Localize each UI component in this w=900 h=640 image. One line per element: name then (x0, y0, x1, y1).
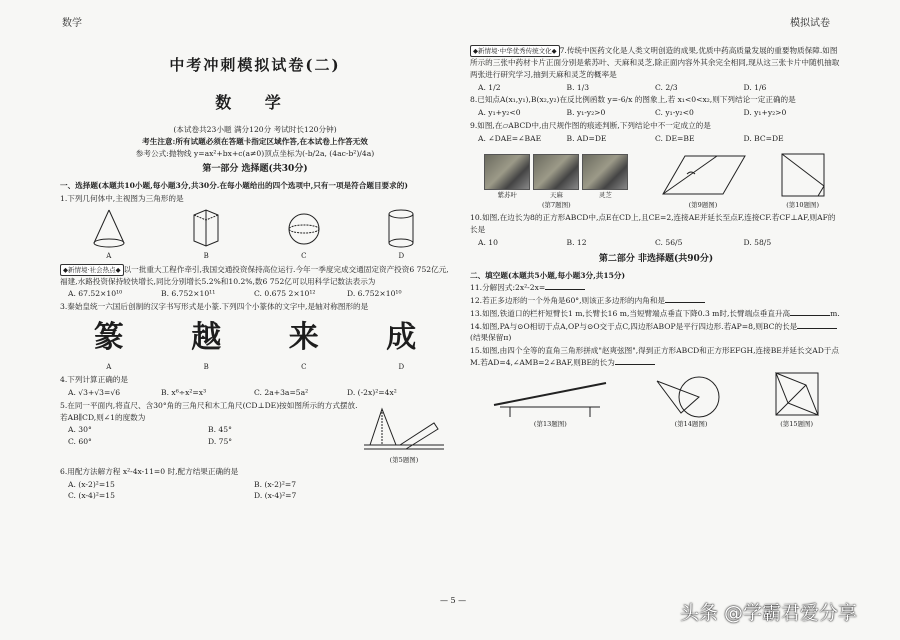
q7-option-d: D. 1/6 (743, 82, 767, 92)
q9-option-d: D. BC=DE (743, 133, 784, 143)
q2-option-a: A. 67.52×10¹⁰ (68, 289, 123, 299)
question-1: 1.下列几何体中,主视图为三角形的是 (60, 194, 184, 204)
left-column (60, 44, 450, 502)
question-5: 5.在同一平面内,将直尺、含30°角的三角尺和木工角尺(CD⊥DE)按如图所示的方式摆放.若AB∥CD,则∠1的度数为 (60, 400, 358, 422)
sphere-figure (284, 207, 324, 262)
q10-option-b: B. 12 (566, 237, 587, 247)
q2-options (60, 288, 450, 300)
page-number: — 5 — (440, 596, 467, 605)
question-14: 14.如图,PA与⊙O相切于点A,OP与⊙O交于点C,四边形ABOP是平行四边形.若AP=8,则BC的长是(结果保留π) (470, 321, 842, 345)
question-2 (60, 264, 450, 288)
seal-char-c: 来 C (288, 320, 319, 371)
question-4: 4.下列计算正确的是 (60, 375, 128, 385)
q2-option-c: C. 0.675 2×10¹² (254, 289, 316, 299)
header-subject: 数学 (62, 18, 82, 29)
q4-option-c: C. 2a+3a=5a² (254, 388, 309, 398)
q6-option-a: A. (x-2)²=15 (68, 479, 115, 489)
q1-label-c: C (301, 251, 307, 260)
question-6: 6.用配方法解方程 x²-4x-11=0 时,配方结果正确的是 (60, 466, 239, 476)
q7-option-c: C. 2/3 (655, 82, 678, 92)
q5-options-row2 (60, 436, 358, 448)
q4-options (60, 387, 450, 399)
q7-figure: 紫苏叶 天麻 灵芝 (第7题图) (484, 154, 628, 210)
figures-7-9-10 (470, 146, 842, 210)
part1-heading: 第一部分 选择题(共30分) (202, 164, 308, 175)
right-column (470, 44, 842, 431)
question-9: 9.如图,在▱ABCD中,由尺规作图的痕迹判断,下列结论中不一定成立的是 (470, 120, 711, 130)
q4-option-d: D. (-2x)²=4x² (347, 388, 397, 398)
watermark: 头条 @学霸君爱分享 (680, 602, 858, 624)
q3-seal-chars (60, 315, 450, 372)
q5-block (60, 399, 450, 465)
q5-option-a: A. 30° (68, 425, 92, 435)
q7-option-b: B. 1/3 (566, 82, 590, 92)
exam-notice: 考生注意:所有试题必须在答题卡指定区域作答,在本试卷上作答无效 (142, 136, 368, 146)
q7-option-a: A. 1/2 (478, 82, 501, 92)
question-7 (470, 45, 842, 81)
q10-figure (778, 150, 828, 210)
q5-options-row1 (60, 424, 358, 436)
part1-intro: 一、选择题(本题共10小题,每小题3分,共30分.在每小题给出的四个选项中,只有一项是符合题目要求的) (60, 181, 408, 191)
part2-heading: 第二部分 非选择题(共90分) (598, 253, 714, 264)
exam-info: (本试卷共23小题 满分120分 考试时长120分钟) (173, 125, 337, 135)
q9-option-b: B. AD=DE (566, 133, 607, 143)
card-zisuye-photo (484, 154, 530, 190)
q5-caption: (第5题图) (389, 455, 419, 464)
q7-tag: ◆新情境·中华优秀传统文化◆ (470, 45, 560, 57)
q2-tag: ◆新情境·社会热点◆ (60, 264, 124, 276)
q5-option-b: B. 45° (208, 425, 232, 435)
question-12: 12.若正多边形的一个外角是60°,则该正多边形的内角和是 (470, 295, 842, 307)
question-15: 15.如图,由四个全等的直角三角形拼成"赵爽弦图",得到正方形ABCD和正方形EFGH,连接BE并延长交AD于点M.若AD=4,∠AMB=2∠BAF,则BE的长为 (470, 346, 839, 368)
q9-option-a: A. ∠DAE=∠BAE (478, 133, 542, 143)
q15-caption: (第15题图) (780, 419, 814, 428)
question-13: 13.如图,铁道口的栏杆短臂长1 m,长臂长16 m,当短臂端点垂直下降0.3 m时,长臂端点垂直升高 m. (470, 308, 840, 318)
cylinder-figure (381, 207, 421, 262)
q6-option-b: B. (x-2)²=7 (254, 479, 297, 489)
q9-option-c: C. DE=BE (655, 133, 695, 143)
card-tianma-photo (533, 154, 579, 190)
card-lingzhi-photo (582, 154, 628, 190)
q1-label-b: B (203, 251, 209, 260)
q8-option-d: D. y₁+y₂>0 (743, 108, 787, 118)
cone-figure (89, 207, 129, 262)
q14-figure (651, 371, 731, 429)
q6-option-d: D. (x-4)²=7 (254, 491, 297, 501)
q15-figure (772, 371, 822, 429)
q14-caption: (第14题图) (674, 419, 708, 428)
q1-solids (60, 207, 450, 262)
q9-options (470, 133, 842, 145)
part2-intro: 二、填空题(本题共5小题,每小题3分,共15分) (470, 270, 626, 280)
prism-figure (186, 207, 226, 262)
question-3: 3.秦始皇统一六国后创制的汉字书写形式是小篆.下列四个小篆体的文字中,是轴对称图形的是 (60, 302, 369, 312)
q7-caption: (第7题图) (541, 201, 571, 210)
q4-option-b: B. x⁶÷x²=x³ (161, 388, 207, 398)
q13-caption: (第13题图) (533, 419, 567, 428)
q8-option-b: B. y₁-y₂>0 (566, 108, 606, 118)
q8-option-c: C. y₁-y₂<0 (655, 108, 694, 118)
q10-caption: (第10题图) (786, 201, 820, 210)
q8-option-a: A. y₁+y₂<0 (478, 108, 521, 118)
q2-option-b: B. 6.752×10¹¹ (161, 289, 216, 299)
q7-text: 7.传统中医药文化是人类文明创造的成果,优质中药高质量发展的重要物质保障.如图所示的三张中药材卡片正面分别是紫苏叶、天麻和灵芝,除正面内容外其余完全相同,现从这三张卡片中随机抽取两张进行研究学习,抽到天麻和灵芝的概率是 (470, 46, 840, 79)
figures-13-15 (470, 371, 842, 429)
q10-options (470, 237, 842, 249)
q2-option-d: D. 6.752×10¹⁰ (347, 289, 402, 299)
seal-char-b: 越 B (191, 320, 222, 371)
q1-label-d: D (398, 251, 405, 260)
seal-char-a: 篆 A (93, 320, 124, 371)
question-10: 10.如图,在边长为8的正方形ABCD中,点E在CD上,且CE=2,连接AE并延长至点F,连接CF.若CF⊥AF,则AF的长是 (470, 213, 836, 235)
q6-options-row2 (60, 490, 450, 502)
seal-char-d: 成 D (386, 320, 417, 371)
formula: 参考公式:抛物线 y=ax²+bx+c(a≠0)顶点坐标为(-b/2a, (4ac-b²)/4a) (135, 148, 375, 158)
q1-label-a: A (106, 251, 112, 260)
q5-figure (358, 399, 450, 465)
q5-option-c: C. 60° (68, 437, 92, 447)
q9-figure (657, 150, 749, 210)
q2-text: 以一批重大工程作牵引,我国交通投资保持高位运行.今年一季度完成交通固定资产投资6 752亿元,福建,水路投资保持较快增长,同比分别增长5.2%和10.2%,数6 752亿可以用科学记数法表示为 (60, 264, 449, 286)
q8-options (470, 107, 842, 119)
exam-subject: 数 学 (215, 93, 295, 113)
question-11: 11.分解因式:2x²-2x= (470, 282, 842, 294)
question-8: 8.已知点A(x₁,y₁),B(x₂,y₂)在反比例函数 y=-6/x 的图象上,若 x₁<0<x₂,则下列结论一定正确的是 (470, 95, 796, 105)
q7-options (470, 82, 842, 94)
q6-option-c: C. (x-4)²=15 (68, 491, 115, 501)
q4-option-a: A. √3+√3=√6 (68, 388, 121, 398)
q10-option-c: C. 56/5 (655, 237, 683, 247)
q9-caption: (第9题图) (688, 201, 718, 210)
q13-figure (490, 375, 610, 429)
q5-option-d: D. 75° (208, 437, 233, 447)
header-type: 模拟试卷 (790, 18, 830, 29)
q6-options-row1 (60, 479, 450, 491)
q10-option-d: D. 58/5 (743, 237, 772, 247)
q10-option-a: A. 10 (478, 237, 498, 247)
exam-title: 中考冲刺模拟试卷(二) (169, 56, 341, 74)
